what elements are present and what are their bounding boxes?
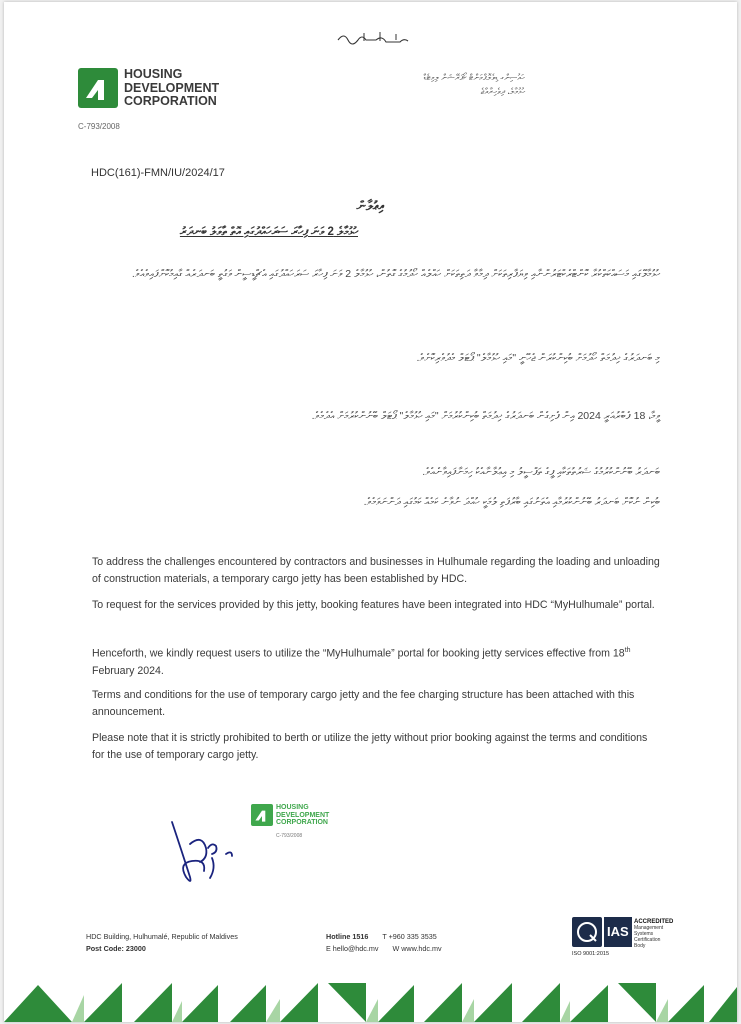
dhivehi-paragraph-1: ހުޅުމާލޭގައި މަސައްކަތްކުރާ ކޮންޓްރެކްޓަރުންނާއި ވިޔަފާރިތަކަށް ދިމާވާ ދަތިތަކަށް ހައްލެއް ހޯދުމުގެ ގޮތުން، ހުޅުމާލެ 2 ވަނަ ފިހާރަ ސަރަހައްދުގައި އެޗްޑީސީން ވަގުތީ ބަނދަރެއް ގާއިމުކޮށްފައިވެއެވެ.: [131, 268, 660, 280]
footer-hotline: Hotline 1516: [326, 932, 369, 941]
english-paragraph-4-text: Terms and conditions for the use of temporary cargo jetty and the fee charging structure has been attached with this announcement.: [92, 689, 635, 718]
hdc-logo-text: [124, 68, 219, 109]
ias-certification-badge: [572, 915, 674, 961]
english-paragraph-3-after: February 2024.: [92, 664, 164, 677]
dhivehi-paragraph-2: މި ބަނދަރުގެ ޚިދުމަތް ހޯދުމަށް ބުކިންކުރަން ޖެހޭނީ "މައި ހުޅުމާލެ" ޕޯޓަލް މެދުވެރިކޮށެވެ.: [416, 352, 660, 364]
dhivehi-address: [423, 70, 525, 98]
reference-number: HDC(161)-FMN/IU/2024/17: [91, 167, 225, 179]
registration-number: C-793/2008: [78, 122, 120, 131]
accredited-label: [634, 919, 674, 949]
footer-post-code: Post Code: 23000: [86, 944, 146, 953]
accredited-title: ACCREDITED: [634, 919, 674, 925]
iso-label: ISO 9001:2015: [572, 951, 610, 957]
ias-label: IAS: [604, 917, 632, 947]
footer-website[interactable]: W www.hdc.mv: [392, 944, 442, 953]
english-paragraph-5: [92, 730, 662, 764]
logo-line-3: CORPORATION: [124, 94, 217, 108]
footer-email[interactable]: E hello@hdc.mv: [326, 944, 379, 953]
stamp-line-1: HOUSING: [276, 804, 309, 811]
footer-address: HDC Building, Hulhumalé, Republic of Maldives: [86, 932, 238, 941]
english-paragraph-3-before: Henceforth, we kindly request users to utilize the “MyHulhumale” portal for booking jetty services effective from 18: [92, 647, 625, 660]
dhivehi-address-line-1: ހައުސިންގ ޑިވެލޮޕްމަންޓް ކޯޕަރޭޝަން ލިމިޓެޑް: [423, 72, 525, 82]
signature: [164, 814, 254, 894]
english-paragraph-2-text: To request for the services provided by this jetty, booking features have been integrated into HDC “MyHulhumale” portal.: [92, 599, 655, 611]
english-paragraph-3-sup: th: [624, 647, 631, 654]
footer-triangle-pattern: [4, 965, 737, 1022]
footer-address-block: [86, 931, 238, 955]
english-paragraph-2: [92, 597, 662, 614]
stamp-line-2: DEVELOPMENT: [276, 811, 330, 819]
stamp-text: [276, 804, 329, 827]
company-stamp: [251, 804, 329, 839]
dhivehi-address-line-2: ހުޅުމާލެ، ދިވެހިރާއްޖެ: [480, 86, 525, 96]
dhivehi-paragraph-5: ބުކިން ނުކޮށް ބަނދަރު ބޭނުންކުރުމާއި އެތަނުގައި ބާރުފަތި ލުމަކީ ހުއްދަ ނުވާނެ ކަމެއް ކަމުގައި ދަންނަވަމެވެ.: [363, 496, 660, 508]
footer: [4, 919, 737, 967]
stamp-line-3: CORPORATION: [276, 819, 328, 826]
dhivehi-heading: އިޢުލާން: [356, 198, 385, 213]
dhivehi-title: ހުޅުމާލެ 2 ވަނަ ފިހާރަ ސަރަހައްދުގައި އޮތް ތާވަލު ބަނދަރު: [179, 226, 358, 238]
bismillah-calligraphy: [334, 28, 414, 48]
dhivehi-paragraph-4: ބަނދަރު ބޭނުންކުރުމުގެ ޝަރުތުތަކާއި ފީގެ ތަފްސީލު މި އިޢުލާނާއެކު ހިމަނާފައިވާނެއެވެ.: [422, 466, 660, 478]
english-paragraph-3-text: [92, 642, 662, 680]
english-paragraph-5-text: Please note that it is strictly prohibited to berth or utilize the jetty without prior booking against the terms and conditions for the use of temporary cargo jetty.: [92, 732, 648, 761]
hdc-logo-mark-icon: [78, 68, 118, 108]
hdc-logo: [78, 68, 219, 109]
certification-mark-icon: [572, 917, 602, 947]
footer-telephone: T +960 335 3535: [382, 932, 437, 941]
english-paragraph-1-text: To address the challenges encountered by contractors and businesses in Hulhumale regarding the loading and unloading of construction materials, a temporary cargo jetty has been established by HDC.: [92, 556, 660, 585]
english-paragraph-1: [92, 554, 662, 588]
logo-line-2: DEVELOPMENT: [124, 80, 220, 95]
letter-page: [4, 2, 737, 1022]
stamp-logo-mark-icon: [251, 804, 273, 826]
logo-line-1: HOUSING: [124, 67, 183, 81]
english-paragraph-3: [92, 642, 662, 680]
dhivehi-paragraph-3: ވީމާ، 18 ފެބްރުއަރީ 2024 އިން ފެށިގެން ބަނދަރުގެ ޚިދުމަތް ބުކިންކުރުމަށް "މައި ހުޅުމާލެ" ޕޯޓަލް ބޭނުންކުރުމަށް އެދެމެވެ.: [311, 410, 660, 422]
accredited-subtitle: Management Systems Certification Body: [634, 925, 664, 949]
english-paragraph-4: [92, 687, 662, 721]
footer-contact-block: [326, 931, 442, 955]
stamp-registration: C-793/2008: [276, 832, 303, 839]
